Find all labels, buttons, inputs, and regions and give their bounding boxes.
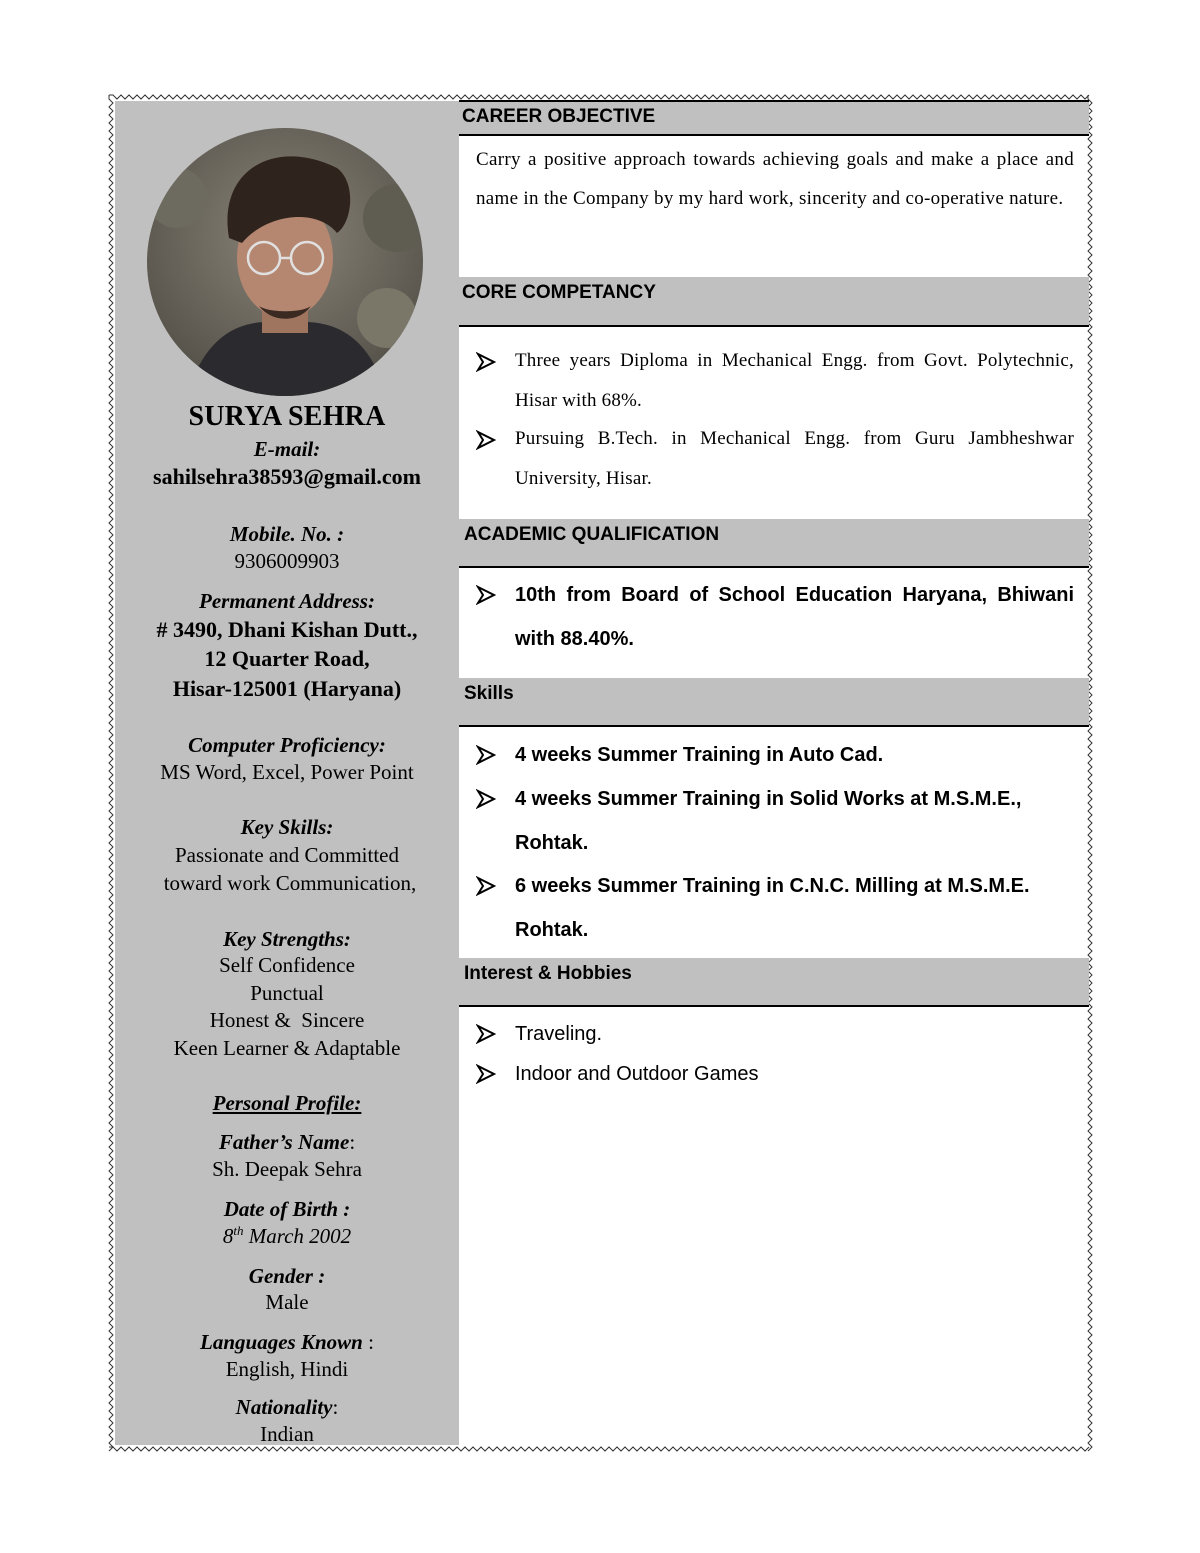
skills-rule	[459, 725, 1089, 727]
strength-3: Honest & Sincere	[209, 1008, 365, 1032]
career-objective-text: Carry a positive approach towards achieving goals and make a place and name in the Company by my hard work, sincerity and co-operative nature.	[476, 149, 1074, 209]
dob-day: 8	[222, 1224, 234, 1248]
languages-colon: :	[362, 1330, 374, 1354]
father-value: Sh. Deepak Sehra	[212, 1157, 362, 1181]
nationality-value: Indian	[260, 1422, 314, 1446]
zigzag-border-line	[109, 95, 113, 1451]
academic-rule	[459, 566, 1089, 568]
key-skills-line-2: toward work Communication,	[163, 871, 417, 895]
languages-label-row	[115, 1330, 459, 1355]
address-line-3: Hisar-125001 (Haryana)	[172, 676, 402, 701]
gender-value: Male	[265, 1290, 309, 1314]
hobbies-rule	[459, 1005, 1089, 1007]
hobby-item-2: Indoor and Outdoor Games	[515, 1063, 759, 1085]
arrow-bullet-icon	[476, 1064, 496, 1084]
hobby-item-1: Traveling.	[515, 1023, 603, 1045]
strength-1: Self Confidence	[219, 953, 355, 977]
candidate-name: SURYA SEHRA	[188, 401, 386, 432]
dob-month-year: March 2002	[243, 1224, 352, 1248]
key-skills-label: Key Skills:	[240, 815, 334, 839]
academic-heading	[459, 519, 1089, 566]
core-competancy-title: CORE COMPETANCY	[462, 282, 656, 303]
arrow-bullet-icon	[476, 876, 496, 896]
hobbies-heading	[459, 958, 1089, 1005]
list-item	[476, 419, 1074, 499]
languages-value: English, Hindi	[225, 1357, 349, 1381]
list-item	[476, 1014, 1074, 1054]
address-label: Permanent Address:	[199, 589, 375, 613]
list-item	[476, 733, 1074, 777]
dob-label: Date of Birth :	[223, 1197, 351, 1221]
nationality-label-row	[115, 1395, 459, 1420]
address-line-2: 12 Quarter Road,	[204, 646, 370, 671]
languages-label: Languages Known	[200, 1330, 363, 1354]
email-label: E-mail:	[253, 437, 321, 461]
strength-4: Keen Learner & Adaptable	[173, 1036, 401, 1060]
strengths-label: Key Strengths:	[223, 927, 351, 951]
career-objective-title: CAREER OBJECTIVE	[462, 106, 656, 127]
core-competancy-heading	[459, 277, 1089, 325]
list-item	[476, 864, 1074, 952]
computer-value: MS Word, Excel, Power Point	[160, 760, 414, 784]
dob-suffix: th	[233, 1223, 244, 1238]
email-value: sahilsehra38593@gmail.com	[153, 464, 421, 489]
skill-item-1: 4 weeks Summer Training in Auto Cad.	[515, 744, 884, 766]
list-item	[476, 777, 1074, 865]
gender-label: Gender :	[248, 1264, 326, 1288]
father-colon: :	[349, 1130, 356, 1154]
career-objective-heading	[459, 102, 1089, 134]
personal-profile-heading: Personal Profile:	[212, 1091, 362, 1115]
career-bottom-rule	[459, 134, 1089, 136]
strength-2: Punctual	[250, 981, 324, 1005]
skills-heading	[459, 678, 1089, 725]
mobile-value: 9306009903	[234, 549, 340, 573]
address-line-1: # 3490, Dhani Kishan Dutt.,	[156, 617, 418, 642]
academic-title: ACADEMIC QUALIFICATION	[464, 524, 720, 545]
father-label-row	[115, 1130, 459, 1155]
arrow-bullet-icon	[476, 789, 496, 809]
arrow-bullet-icon	[476, 430, 496, 450]
skills-title: Skills	[464, 683, 514, 704]
skill-item-2: 4 weeks Summer Training in Solid Works at M.S.M.E., Rohtak.	[515, 788, 1022, 854]
list-item	[476, 341, 1074, 421]
father-label: Father’s Name	[218, 1130, 350, 1154]
profile-photo	[147, 128, 423, 396]
list-item	[476, 1054, 1074, 1094]
mobile-label: Mobile. No. :	[229, 522, 345, 546]
core-item-1: Three years Diploma in Mechanical Engg. from Govt. Polytechnic, Hisar with 68%.	[515, 350, 1074, 411]
arrow-bullet-icon	[476, 1024, 496, 1044]
zigzag-border-line	[109, 1447, 1089, 1451]
academic-item-1: 10th from Board of School Education Haryana, Bhiwani with 88.40%.	[515, 584, 1074, 650]
arrow-bullet-icon	[476, 745, 496, 765]
hobbies-title: Interest & Hobbies	[464, 963, 632, 984]
skill-item-3: 6 weeks Summer Training in C.N.C. Milling at M.S.M.E. Rohtak.	[515, 875, 1030, 941]
key-skills-line-1: Passionate and Committed	[175, 843, 399, 867]
nationality-label: Nationality	[235, 1395, 333, 1419]
arrow-bullet-icon	[476, 352, 496, 372]
arrow-bullet-icon	[476, 585, 496, 605]
computer-label: Computer Proficiency:	[188, 733, 386, 757]
list-item	[476, 573, 1074, 663]
core-rule	[459, 325, 1089, 327]
nationality-colon: :	[332, 1395, 339, 1419]
dob-value	[115, 1223, 459, 1249]
core-item-2: Pursuing B.Tech. in Mechanical Engg. from Guru Jambheshwar University, Hisar.	[515, 428, 1074, 489]
zigzag-border-line	[109, 95, 1089, 99]
